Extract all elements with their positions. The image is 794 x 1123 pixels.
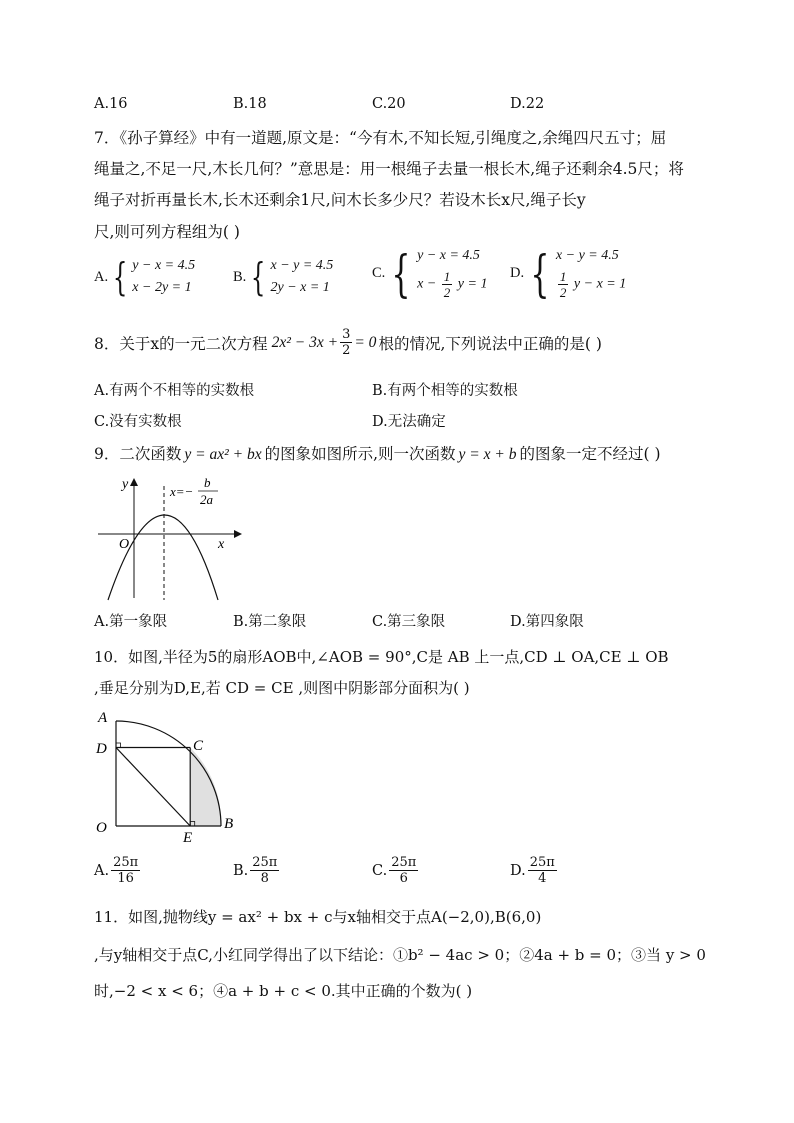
q7-stem-line2: 绳量之,不足一尺,木长几何？”意思是：用一根绳子去量一根长木,绳子还剩余4.5尺；将 bbox=[94, 160, 684, 178]
q7-b-eq2: 2y − x = 1 bbox=[270, 280, 330, 295]
q7-stem-line3: 绳子对折再量长木,长木还剩余1尺,问木长多少尺？若设木长x尺,绳子长y bbox=[94, 191, 586, 209]
q10-a-frac: $\frac{25\pi}{16}$ bbox=[113, 855, 139, 886]
brace-icon: { bbox=[251, 255, 266, 299]
q9-x-arrow-icon bbox=[234, 530, 242, 538]
q7-a-eq2: x − 2y = 1 bbox=[132, 280, 192, 295]
q9-stem: 9．二次函数 y = ax² + bx 的图象如图所示,则一次函数 y = x + b 的图象一定不经过( ) bbox=[94, 445, 661, 463]
q6-option-c[interactable]: C.20 bbox=[372, 96, 406, 112]
q10-stem-line1: 10．如图,半径为5的扇形AOB中,∠AOB = 90°,C是 AB 上一点,CD ⊥ OA,CE ⊥ OB bbox=[94, 648, 669, 666]
q9-option-b[interactable]: B.第二象限 bbox=[233, 614, 307, 630]
q9-x-label: x bbox=[218, 537, 225, 552]
q7-option-c[interactable] bbox=[372, 244, 488, 303]
q9-option-c[interactable]: C.第三象限 bbox=[372, 614, 446, 630]
q8-option-a[interactable]: A.有两个不相等的实数根 bbox=[94, 383, 255, 399]
q9-origin-label: O bbox=[119, 537, 130, 552]
brace-icon: { bbox=[112, 255, 128, 299]
q11-stem-line2: ,与y轴相交于点C,小红同学得出了以下结论：①b² − 4ac > 0；②4a + b = 0；③当 y > 0 bbox=[94, 946, 706, 964]
q7-option-a-label: A. bbox=[94, 268, 109, 285]
q11-stem-line3: 时,−2 < x < 6；④a + b + c < 0.其中正确的个数为( ) bbox=[94, 982, 473, 1000]
q8-option-c[interactable]: C.没有实数根 bbox=[94, 414, 182, 430]
q7-option-a[interactable] bbox=[94, 255, 196, 299]
q6-option-b[interactable]: B.18 bbox=[233, 96, 267, 112]
q9-y-label: y bbox=[122, 477, 129, 492]
q7-option-b[interactable] bbox=[233, 255, 334, 299]
q10-label-o: O bbox=[96, 820, 107, 836]
q7-option-d-label: D. bbox=[510, 265, 525, 281]
q10-label-b: B bbox=[224, 816, 234, 832]
q7-d-eq1: x − y = 4.5 bbox=[555, 248, 619, 263]
q7-b-eq1: x − y = 4.5 bbox=[270, 258, 334, 273]
q9-axis-frac-den: 2a bbox=[200, 492, 213, 507]
q10-sector-figure bbox=[94, 706, 244, 846]
q7-a-eq1: y − x = 4.5 bbox=[132, 258, 196, 273]
q9-axis-eq-prefix: x=− bbox=[170, 484, 194, 499]
q7-option-d[interactable] bbox=[510, 244, 627, 303]
q9-axis-frac-num: b bbox=[204, 475, 211, 490]
q7-option-c-label: C. bbox=[372, 265, 386, 281]
q7-option-b-label: B. bbox=[233, 268, 247, 285]
q10-stem-line2: ,垂足分别为D,E,若 CD = CE ,则图中阴影部分面积为( ) bbox=[94, 679, 470, 697]
q10-option-c[interactable]: C. $\frac{25\pi}{6}$ bbox=[372, 855, 417, 886]
q6-option-a[interactable]: A.16 bbox=[94, 96, 128, 112]
q10-label-e: E bbox=[183, 830, 193, 846]
q10-c-frac: $\frac{25\pi}{6}$ bbox=[391, 855, 417, 886]
brace-icon: { bbox=[530, 244, 550, 303]
q10-label-c: C bbox=[193, 738, 204, 754]
brace-icon: { bbox=[391, 244, 411, 303]
q7-stem-line4: 尺,则可列方程组为( ) bbox=[94, 223, 240, 241]
q7-stem-line1: 7．《孙子算经》中有一道题,原文是：“今有木,不知长短,引绳度之,余绳四尺五寸；屈 bbox=[94, 129, 667, 147]
q7-c-eq1: y − x = 4.5 bbox=[417, 248, 480, 263]
q11-stem-line1: 11．如图,抛物线y = ax² + bx + c与x轴相交于点A(−2,0),B(6,0) bbox=[94, 908, 542, 926]
q8-frac: $\frac{3}{2}$ bbox=[342, 327, 351, 358]
q8-option-b[interactable]: B.有两个相等的实数根 bbox=[372, 383, 518, 399]
q8-option-d[interactable]: D.无法确定 bbox=[372, 414, 446, 430]
q7-c-eq2: x − $\frac{1}{2}$ y = 1 bbox=[417, 269, 488, 300]
q9-option-a[interactable]: A.第一象限 bbox=[94, 614, 168, 630]
q9-parabola-figure bbox=[94, 470, 244, 602]
q10-right-angle-d-icon bbox=[116, 743, 121, 748]
q10-option-b[interactable]: B. $\frac{25\pi}{8}$ bbox=[233, 855, 278, 886]
q10-b-frac: $\frac{25\pi}{8}$ bbox=[252, 855, 278, 886]
q10-option-a[interactable]: A. $\frac{25\pi}{16}$ bbox=[94, 855, 139, 886]
q10-label-d: D bbox=[96, 741, 107, 757]
q7-d-frac: $\frac{1}{2}$ bbox=[559, 269, 567, 300]
q10-option-d[interactable]: D. $\frac{25\pi}{4}$ bbox=[510, 855, 555, 886]
q9-option-d[interactable]: D.第四象限 bbox=[510, 614, 584, 630]
q7-d-eq2: $\frac{1}{2}$ y − x = 1 bbox=[559, 269, 627, 300]
q10-d-frac: $\frac{25\pi}{4}$ bbox=[529, 855, 555, 886]
q10-label-a: A bbox=[98, 710, 108, 726]
q8-stem: 8．关于x的一元二次方程 2x² − 3x + $\frac{3}{2}$ = 0 根的情况,下列说法中正确的是( ) bbox=[94, 327, 602, 358]
q9-parabola bbox=[108, 515, 218, 600]
q7-c-frac: $\frac{1}{2}$ bbox=[443, 269, 451, 300]
q6-option-d[interactable]: D.22 bbox=[510, 96, 545, 112]
q9-y-arrow-icon bbox=[130, 478, 138, 486]
